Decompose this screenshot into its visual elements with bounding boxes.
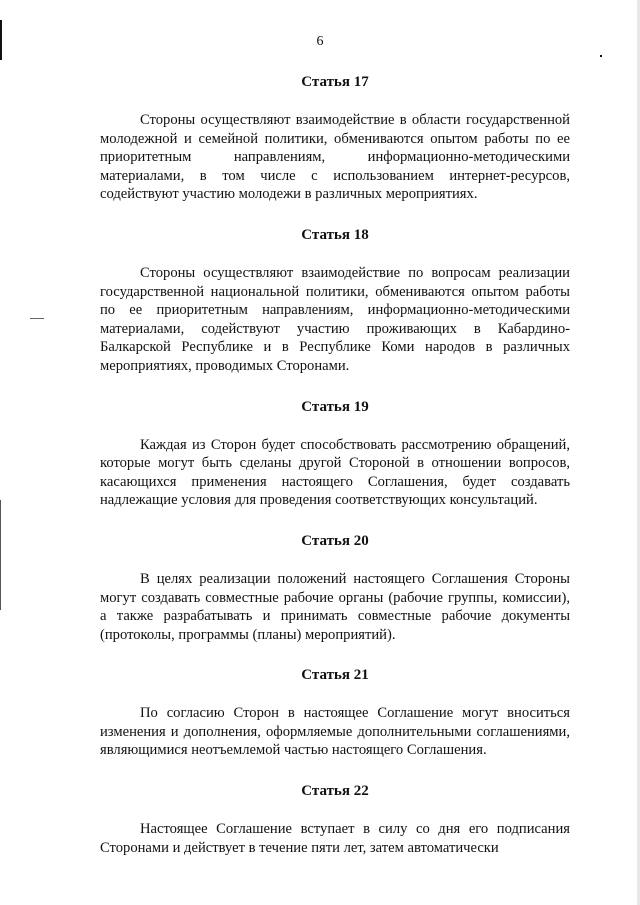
article-text: В целях реализации положений настоящего Соглашения Стороны могут создавать совместные рабочие органы (рабочие группы, комиссии), а также разрабатывать и принимать совместные рабочие документы (протоколы, программы (планы) мероприятий). [100,570,570,643]
document-body [100,70,570,857]
scan-edge-mark [0,500,1,610]
article-text: Стороны осуществляют взаимодействие по вопросам реализации государственной национальной политики, обмениваются опытом работы по ее приоритетным направлениям, информационно-методическими материалами, содействуют участию проживающих в Кабардино-Балкарской Республике и в Республике Коми народов в различных мероприятиях, проводимых Сторонами. [100,264,570,374]
article-text: Настоящее Соглашение вступает в силу со дня его подписания Сторонами и действует в течение пяти лет, затем автоматически [100,821,570,856]
article-title: Статья 19 [301,398,369,415]
article-title: Статья 18 [301,226,369,243]
article-title: Статья 22 [301,783,369,800]
article-text: Каждая из Сторон будет способствовать рассмотрению обращений, которые могут быть сделаны другой Стороной в отношении вопросов, касающихся применения настоящего Соглашения, будет создавать надлежащие условия для проведения соответствующих консультаций. [100,436,570,509]
article-text: Стороны осуществляют взаимодействие в области государственной молодежной и семейной политики, обмениваются опытом работы по ее приоритетным направлениям, информационно-методическими материалами, в том числе с использованием интернет-ресурсов, содействуют участию молодежи в различных мероприятиях. [100,112,570,203]
article-17 [100,72,570,204]
article-title: Статья 20 [301,532,369,549]
article-22 [100,781,570,857]
scan-dot-mark [600,55,602,57]
article-21 [100,665,570,760]
article-title: Статья 17 [301,74,369,90]
article-text: По согласию Сторон в настоящее Соглашение могут вноситься изменения и дополнения, оформляемые дополнительными соглашениями, являющимися неотъемлемой частью настоящего Соглашения. [100,705,570,759]
article-19 [100,397,570,510]
article-18 [100,225,570,376]
article-title: Статья 21 [301,667,369,684]
scan-dash-mark [30,318,44,319]
article-20 [100,531,570,644]
page-number: 6 [316,34,324,49]
